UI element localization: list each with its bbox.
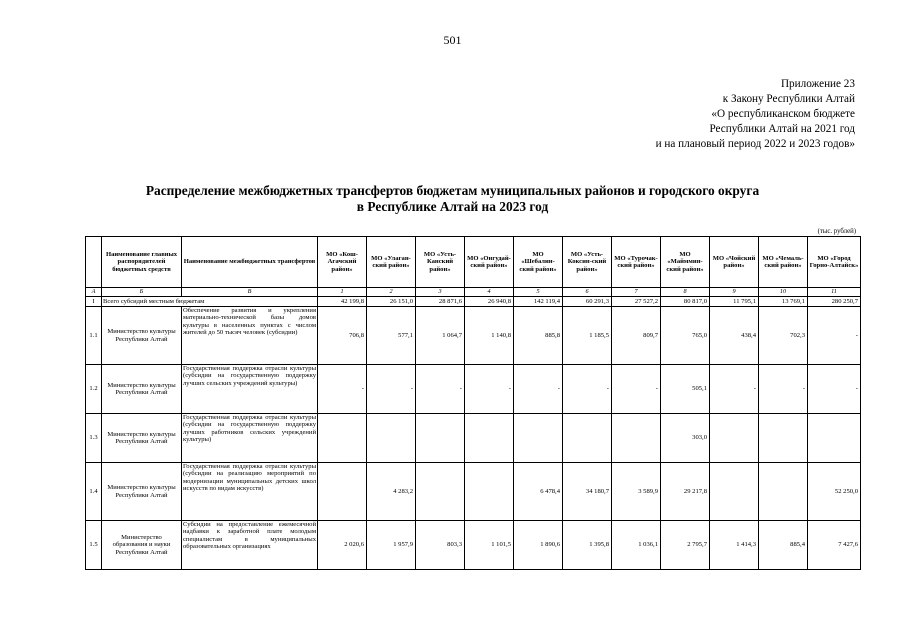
header-district: МО «Чемаль-ский район» [759, 237, 808, 288]
index-cell: 1 [318, 288, 367, 297]
row-admin: Министерство культуры Республики Алтай [102, 307, 182, 365]
value-cell: 1 890,6 [514, 521, 563, 570]
index-cell: 9 [710, 288, 759, 297]
value-cell: 26 151,0 [367, 297, 416, 307]
header-row [86, 237, 861, 288]
value-cell: 6 478,4 [514, 463, 563, 521]
value-cell [465, 414, 514, 463]
units-label: (тыс. рублей) [817, 228, 856, 235]
value-cell: 2 020,6 [318, 521, 367, 570]
appendix-line: «О республиканском бюджете [711, 108, 855, 120]
value-cell: - [367, 365, 416, 414]
table-row [86, 414, 861, 463]
value-cell: 26 940,8 [465, 297, 514, 307]
header-district: МО «Шебалин-ский район» [514, 237, 563, 288]
value-cell [318, 463, 367, 521]
index-cell: 10 [759, 288, 808, 297]
header-district: МО «Усть-Канский район» [416, 237, 465, 288]
value-cell [612, 414, 661, 463]
index-cell: 5 [514, 288, 563, 297]
header-district: МО «Чойский район» [710, 237, 759, 288]
document-title [0, 183, 905, 215]
transfers-table [85, 236, 861, 570]
value-cell: - [416, 365, 465, 414]
value-cell: - [318, 365, 367, 414]
row-transfer: Субсидии на предоставление ежемесячной надбавки к заработной плате молодым специалистам в муниципальных образовательных организациях [182, 521, 318, 570]
header-admin: Наименование главных распорядителей бюджетных средств [102, 237, 182, 288]
row-number: 1.5 [86, 521, 102, 570]
index-cell: А [86, 288, 102, 297]
appendix-line: к Закону Республики Алтай [722, 93, 855, 105]
value-cell: 438,4 [710, 307, 759, 365]
value-cell: 706,8 [318, 307, 367, 365]
header-district: МО «Онгудай-ский район» [465, 237, 514, 288]
value-cell: 1 064,7 [416, 307, 465, 365]
row-number: 1.1 [86, 307, 102, 365]
header-num [86, 237, 102, 288]
value-cell: 29 217,8 [661, 463, 710, 521]
value-cell: 1 414,3 [710, 521, 759, 570]
row-admin: Министерство культуры Республики Алтай [102, 463, 182, 521]
value-cell [514, 414, 563, 463]
row-transfer: Государственная поддержка отрасли культуры (субсидии на государственную поддержку лучших работников сельских учреждений культуры) [182, 414, 318, 463]
appendix-line: Приложение 23 [780, 78, 855, 90]
value-cell: 28 871,6 [416, 297, 465, 307]
total-row [86, 297, 861, 307]
value-cell: 1 185,5 [563, 307, 612, 365]
index-cell: 11 [808, 288, 861, 297]
value-cell: 885,4 [759, 521, 808, 570]
value-cell [563, 414, 612, 463]
value-cell: 765,0 [661, 307, 710, 365]
value-cell: 2 795,7 [661, 521, 710, 570]
row-transfer: Обеспечение развития и укрепления материально-технической базы домов культуры в населенных пунктах с числом жителей до 50 тысяч человек (субсидии) [182, 307, 318, 365]
value-cell: - [514, 365, 563, 414]
value-cell: 34 180,7 [563, 463, 612, 521]
value-cell: 303,0 [661, 414, 710, 463]
row-number: 1.2 [86, 365, 102, 414]
row-transfer: Государственная поддержка отрасли культуры (субсидии на государственную поддержку лучших сельских учреждений культуры) [182, 365, 318, 414]
value-cell: 1 395,8 [563, 521, 612, 570]
value-cell [808, 414, 861, 463]
row-admin: Министерство образования и науки Республики Алтай [102, 521, 182, 570]
index-cell: 7 [612, 288, 661, 297]
table-row [86, 307, 861, 365]
row-admin: Министерство культуры Республики Алтай [102, 365, 182, 414]
value-cell: 803,3 [416, 521, 465, 570]
table-row [86, 463, 861, 521]
value-cell: 1 140,8 [465, 307, 514, 365]
index-cell: Б [102, 288, 182, 297]
row-transfer: Государственная поддержка отрасли культуры (субсидии на реализацию мероприятий по модернизации муниципальных детских школ искусств по видам искусств) [182, 463, 318, 521]
index-cell: 4 [465, 288, 514, 297]
value-cell: 142 119,4 [514, 297, 563, 307]
value-cell [465, 463, 514, 521]
appendix-line: и на плановый период 2022 и 2023 годов» [655, 138, 855, 150]
value-cell: 885,8 [514, 307, 563, 365]
value-cell: 1 957,9 [367, 521, 416, 570]
index-cell: В [182, 288, 318, 297]
value-cell [416, 414, 465, 463]
value-cell [318, 414, 367, 463]
header-district: МО «Усть-Коксин-ский район» [563, 237, 612, 288]
table-row [86, 365, 861, 414]
title-line: в Республике Алтай на 2023 год [356, 199, 549, 214]
value-cell [759, 463, 808, 521]
value-cell: 11 795,1 [710, 297, 759, 307]
value-cell: 80 817,0 [661, 297, 710, 307]
value-cell: 809,7 [612, 307, 661, 365]
row-number: I [86, 297, 102, 307]
index-cell: 2 [367, 288, 416, 297]
value-cell: - [808, 365, 861, 414]
index-cell: 3 [416, 288, 465, 297]
appendix-line: Республики Алтай на 2021 год [709, 123, 855, 135]
value-cell: 3 589,9 [612, 463, 661, 521]
value-cell: - [759, 365, 808, 414]
index-cell: 8 [661, 288, 710, 297]
value-cell: 702,3 [759, 307, 808, 365]
table-row [86, 521, 861, 570]
value-cell: 577,1 [367, 307, 416, 365]
index-cell: 6 [563, 288, 612, 297]
row-number: 1.4 [86, 463, 102, 521]
value-cell: 280 250,7 [808, 297, 861, 307]
value-cell [759, 414, 808, 463]
value-cell: - [808, 307, 861, 365]
value-cell: - [612, 365, 661, 414]
value-cell: 60 291,3 [563, 297, 612, 307]
value-cell: 7 427,6 [808, 521, 861, 570]
header-transfer: Наименование межбюджетных трансфертов [182, 237, 318, 288]
appendix-block [656, 77, 855, 152]
index-row [86, 288, 861, 297]
total-label: Всего субсидий местным бюджетам [102, 297, 318, 307]
header-district: МО «Город Горно-Алтайск» [808, 237, 861, 288]
value-cell: 52 250,0 [808, 463, 861, 521]
row-admin: Министерство культуры Республики Алтай [102, 414, 182, 463]
value-cell: 505,1 [661, 365, 710, 414]
value-cell: 42 199,8 [318, 297, 367, 307]
header-district: МО «Кош-Агачский район» [318, 237, 367, 288]
value-cell: - [465, 365, 514, 414]
page-number: 501 [443, 33, 462, 47]
title-line: Распределение межбюджетных трансфертов бюджетам муниципальных районов и городского округа [145, 183, 760, 198]
value-cell: - [563, 365, 612, 414]
value-cell: 1 036,1 [612, 521, 661, 570]
value-cell: - [710, 365, 759, 414]
value-cell [710, 463, 759, 521]
value-cell [367, 414, 416, 463]
header-district: МО «Майммин-ский район» [661, 237, 710, 288]
value-cell [416, 463, 465, 521]
value-cell [710, 414, 759, 463]
header-district: МО «Турочак-ский район» [612, 237, 661, 288]
value-cell: 1 101,5 [465, 521, 514, 570]
value-cell: 4 283,2 [367, 463, 416, 521]
value-cell: 13 769,1 [759, 297, 808, 307]
value-cell: 27 527,2 [612, 297, 661, 307]
row-number: 1.3 [86, 414, 102, 463]
header-district: МО «Улаган-ский район» [367, 237, 416, 288]
